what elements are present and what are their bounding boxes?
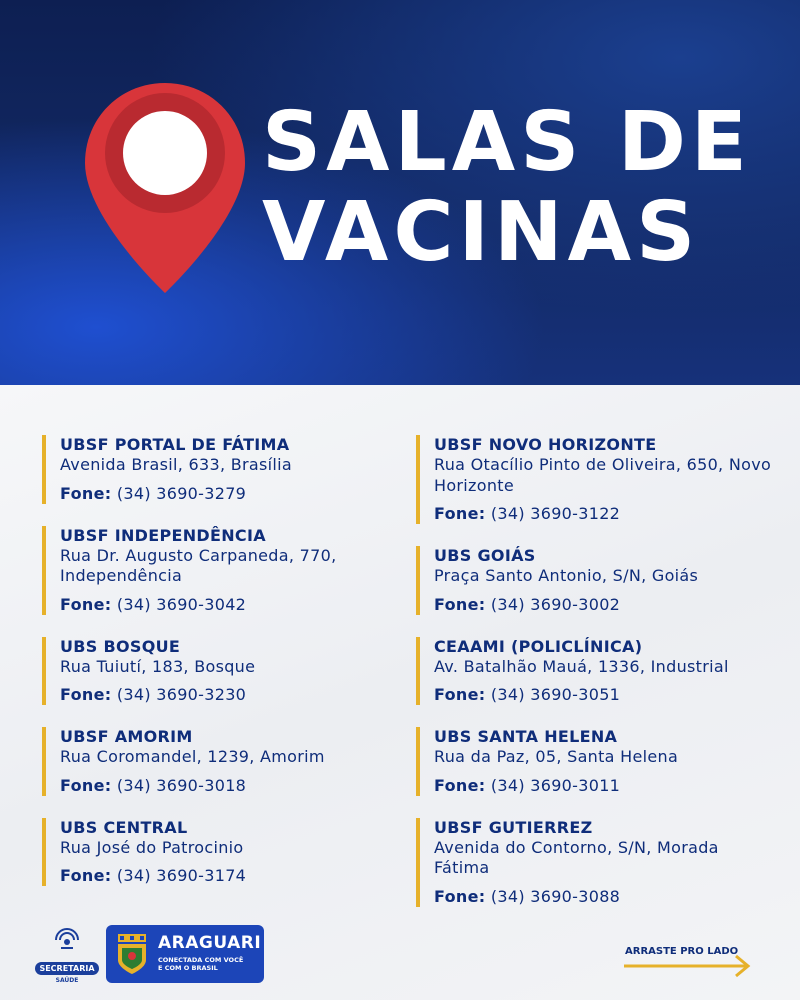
- location-address: Rua Tuiutí, 183, Bosque: [60, 656, 256, 676]
- location-item: [42, 727, 402, 796]
- phone-number: (34) 3690-3051: [490, 685, 621, 704]
- location-address: Avenida Brasil, 633, Brasília: [60, 455, 292, 474]
- secretaria-label: SECRETARIA: [35, 962, 98, 975]
- location-item: [416, 435, 776, 524]
- location-name: UBSF AMORIM: [60, 727, 193, 746]
- city-tagline-line-1: CONECTADA COM VOCÊ: [158, 956, 244, 964]
- locations-right-column: [416, 435, 776, 907]
- swipe-hint: ARRASTE PRO LADO: [625, 946, 739, 957]
- phone-number: (34) 3690-3174: [116, 866, 247, 885]
- location-name: UBS CENTRAL: [60, 817, 188, 837]
- saude-label: SAÚDE: [55, 977, 79, 984]
- locations-section: [0, 385, 800, 1000]
- phone-number: (34) 3690-3122: [490, 504, 621, 523]
- location-address: Rua Coromandel, 1239, Amorim: [60, 747, 325, 766]
- phone-label: Fone:: [434, 685, 486, 704]
- location-item: [42, 637, 402, 706]
- location-item: [416, 727, 776, 796]
- phone-label: Fone:: [60, 775, 112, 795]
- phone-number: (34) 3690-3018: [116, 775, 247, 795]
- phone-number: (34) 3690-3002: [490, 594, 621, 614]
- location-address: Praça Santo Antonio, S/N, Goiás: [434, 566, 699, 585]
- phone-label: Fone:: [60, 866, 112, 885]
- location-item: [42, 435, 402, 504]
- city-name: ARAGUARI: [158, 933, 262, 953]
- phone-number: (34) 3690-3230: [116, 685, 247, 704]
- location-phone: [434, 776, 776, 796]
- location-address: Av. Batalhão Mauá, 1336, Industrial: [434, 656, 729, 676]
- location-name: UBS BOSQUE: [60, 636, 181, 656]
- title-line-2: VACINAS: [262, 185, 701, 280]
- location-item: [416, 818, 776, 907]
- phone-label: Fone:: [434, 886, 486, 906]
- location-phone: [60, 595, 402, 615]
- location-name: UBSF INDEPENDÊNCIA: [60, 525, 266, 545]
- location-address: Avenida do Contorno, S/N, Morada Fátima: [434, 837, 719, 877]
- location-item: [416, 637, 776, 706]
- phone-number: (34) 3690-3279: [116, 483, 247, 503]
- location-address: Rua da Paz, 05, Santa Helena: [434, 747, 679, 766]
- location-phone: [60, 685, 402, 705]
- phone-label: Fone:: [60, 483, 112, 503]
- location-item: [416, 546, 776, 615]
- secretaria-emblem-icon: [52, 928, 82, 952]
- header-banner: [0, 0, 800, 385]
- location-name: UBS SANTA HELENA: [434, 727, 618, 746]
- location-name: UBSF GUTIERREZ: [434, 817, 593, 837]
- city-tagline-line-2: E COM O BRASIL: [158, 964, 218, 972]
- phone-label: Fone:: [60, 685, 112, 704]
- location-name: UBSF NOVO HORIZONTE: [434, 435, 657, 454]
- page-title: [262, 95, 752, 280]
- location-item: [42, 526, 402, 615]
- phone-number: (34) 3690-3088: [490, 886, 621, 906]
- location-address: Rua Otacílio Pinto de Oliveira, 650, Novo Horizonte: [434, 455, 772, 495]
- location-phone: [434, 685, 776, 705]
- phone-number: (34) 3690-3042: [116, 594, 247, 614]
- location-name: CEAAMI (POLICLÍNICA): [434, 636, 643, 656]
- phone-label: Fone:: [434, 504, 486, 523]
- city-crest-icon: [114, 932, 150, 976]
- location-name: UBS GOIÁS: [434, 546, 536, 565]
- phone-label: Fone:: [60, 594, 112, 614]
- location-phone: [434, 595, 776, 615]
- city-tagline: [158, 956, 243, 972]
- location-name: UBSF PORTAL DE FÁTIMA: [60, 435, 290, 454]
- location-phone: [60, 776, 402, 796]
- title-line-1: SALAS DE: [262, 95, 752, 190]
- locations-left-column: [42, 435, 402, 886]
- location-phone: [434, 504, 776, 524]
- arrow-right-icon: [622, 953, 754, 979]
- location-phone: [434, 887, 776, 907]
- location-address: Rua Dr. Augusto Carpaneda, 770, Independência: [60, 545, 337, 585]
- phone-label: Fone:: [434, 775, 486, 795]
- secretaria-saude-logo: [34, 928, 100, 984]
- location-phone: [60, 484, 402, 504]
- location-item: [42, 818, 402, 887]
- phone-number: (34) 3690-3011: [490, 775, 621, 795]
- phone-label: Fone:: [434, 594, 486, 614]
- araguari-logo: [106, 925, 264, 983]
- location-address: Rua José do Patrocinio: [60, 837, 244, 857]
- location-pin-icon: [80, 78, 250, 298]
- location-phone: [60, 866, 402, 886]
